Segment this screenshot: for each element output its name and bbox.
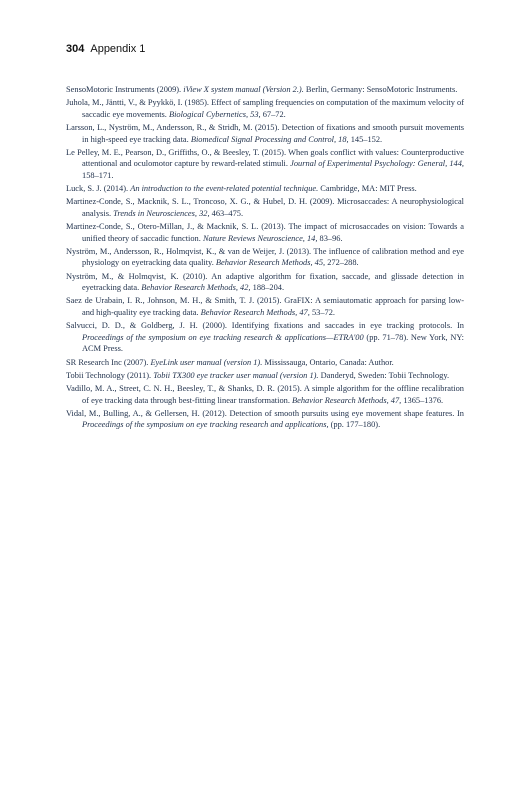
reference-text: Luck, S. J. (2014).: [66, 184, 131, 194]
reference-text: Nyström, M., & Holmqvist, K. (2010). An adaptive algorithm for fixation, saccade, and glissade detection in eyetracking data.: [66, 271, 464, 293]
reference-details: 145–152.: [348, 134, 383, 144]
reference-text: Salvucci, D. D., & Goldberg, J. H. (2000). Identifying fixations and saccades in eye tracking protocols. In: [66, 321, 464, 331]
reference-entry: [66, 196, 464, 219]
reference-source: Behavior Research Methods, 47,: [292, 395, 402, 405]
reference-text: Tobii Technology (2011).: [66, 370, 154, 380]
reference-text: Vadillo, M. A., Street, C. N. H., Beesley, T., & Shanks, D. R. (2015). A simple algorithm for the offline recalibration of eye tracking data through best-fitting linear transformation.: [66, 384, 464, 405]
reference-details: 158–171.: [82, 170, 114, 180]
reference-entry: [66, 246, 464, 269]
reference-source: Biological Cybernetics, 53,: [168, 109, 261, 119]
reference-details: 83–96.: [317, 233, 343, 243]
reference-entry: [66, 84, 464, 96]
reference-details: Berlin, Germany: SensoMotoric Instruments.: [303, 85, 458, 94]
reference-text: Saez de Urabain, I. R., Johnson, M. H., & Smith, T. J. (2015). GraFIX: A semiautomatic approach for parsing low- and high-quality eye tracking data.: [66, 296, 464, 318]
reference-entry: [66, 271, 464, 294]
reference-entry: [66, 221, 464, 244]
reference-details: (pp. 71–78). New York, NY: ACM Press.: [82, 332, 464, 354]
reference-details: 1365–1376.: [401, 395, 444, 405]
reference-text: Martinez-Conde, S., Macknik, S. L., Troncoso, X. G., & Hubel, D. H. (2009). Microsaccades: A neurophysiological analysis.: [66, 197, 464, 218]
reference-entry: [66, 183, 464, 195]
reference-details: 188–204.: [250, 283, 285, 293]
reference-text: Nyström, M., Andersson, R., Holmqvist, K., & van de Weijer, J. (2013). The influence of calibration method and eye physiology on eyetracking data quality.: [66, 246, 464, 268]
reference-details: 463–475.: [209, 208, 244, 218]
reference-source: Tobii TX300 eye tracker user manual (version 1).: [153, 370, 319, 380]
reference-details: 53–72.: [309, 308, 335, 318]
reference-source: iView X system manual (Version 2.).: [183, 85, 304, 94]
reference-text: SensoMotoric Instruments (2009).: [66, 85, 184, 94]
reference-source: Proceedings of the symposium on eye tracking research & applications—ETRA'00: [82, 332, 364, 342]
running-header: [66, 43, 145, 55]
section-title: Appendix 1: [90, 43, 146, 55]
reference-entry: [66, 408, 464, 431]
reference-source: An introduction to the event-related potential technique.: [130, 184, 319, 194]
page-number: 304: [66, 43, 85, 55]
reference-source: EyeLink user manual (version 1).: [150, 357, 263, 367]
reference-source: Behavior Research Methods, 45,: [215, 258, 326, 268]
reference-text: Vidal, M., Bulling, A., & Gellersen, H. (2012). Detection of smooth pursuits using eye movement shape features. In: [66, 408, 464, 418]
reference-entry: [66, 320, 464, 355]
reference-text: Le Pelley, M. E., Pearson, D., Griffiths, O., & Beesley, T. (2015). When goals conflict with values: Counterproductive attentional and oculomotor capture by reward-related stimuli.: [66, 147, 464, 169]
reference-source: Biomedical Signal Processing and Control, 18,: [190, 134, 349, 144]
reference-entry: [66, 147, 464, 182]
reference-entry: [66, 357, 464, 369]
reference-entry: [66, 295, 464, 318]
reference-source: Trends in Neurosciences, 32,: [113, 208, 210, 218]
reference-source: Proceedings of the symposium on eye tracking research and applications,: [82, 420, 329, 430]
reference-text: Larsson, L., Nyström, M., Andersson, R., & Stridh, M. (2015). Detection of fixations and smooth pursuit movements in high-speed eye tracking data.: [66, 123, 464, 144]
reference-text: Juhola, M., Jäntti, V., & Pyykkö, I. (1985). Effect of sampling frequencies on computation of the maximum velocity of saccadic eye movements.: [66, 98, 464, 119]
reference-details: 272–288.: [325, 258, 359, 268]
reference-entry: [66, 97, 464, 120]
reference-entry: [66, 122, 464, 145]
reference-entry: [66, 370, 464, 382]
reference-details: 67–72.: [260, 109, 286, 119]
reference-text: SR Research Inc (2007).: [66, 357, 151, 367]
reference-details: Danderyd, Sweden: Tobii Technology.: [318, 370, 450, 380]
reference-list: [66, 84, 464, 433]
reference-source: Behavior Research Methods, 47,: [200, 308, 310, 318]
reference-source: Journal of Experimental Psychology: General, 144,: [290, 159, 464, 169]
reference-details: (pp. 177–180).: [328, 420, 381, 430]
reference-source: Nature Reviews Neuroscience, 14,: [202, 233, 318, 243]
reference-details: Cambridge, MA: MIT Press.: [318, 184, 417, 194]
reference-source: Behavior Research Methods, 42,: [141, 283, 251, 293]
reference-text: Martinez-Conde, S., Otero-Millan, J., & Macknik, S. L. (2013). The impact of microsaccades on vision: Towards a unified theory of saccadic function.: [66, 222, 464, 243]
reference-details: Mississauga, Ontario, Canada: Author.: [262, 357, 394, 367]
reference-entry: [66, 383, 464, 406]
